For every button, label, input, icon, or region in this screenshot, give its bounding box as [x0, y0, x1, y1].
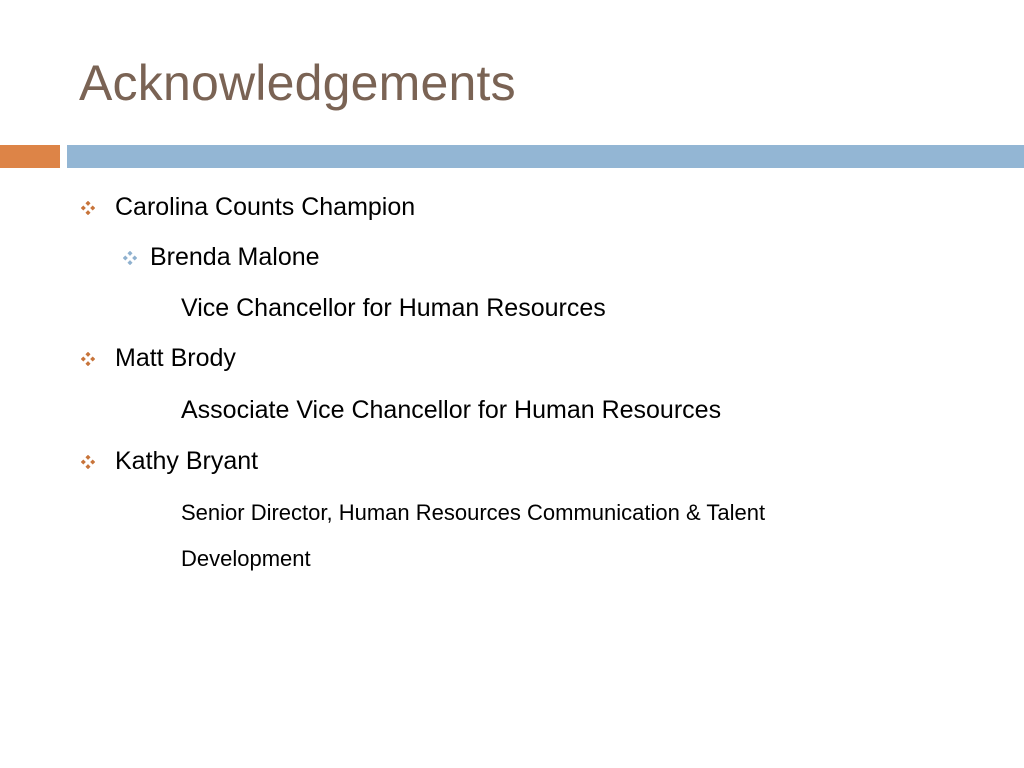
- bullet-text-level1: Kathy Bryant: [115, 447, 259, 475]
- diamond-bullet-icon: [81, 352, 95, 366]
- bullet-text-level3: Senior Director, Human Resources Communication & Talent: [181, 500, 766, 525]
- bullet-text-level1: Matt Brody: [115, 344, 236, 372]
- diamond-bullet-icon: [81, 455, 95, 469]
- bullet-text-level3: Development: [181, 546, 311, 571]
- accent-bar-blue: [67, 145, 1024, 168]
- diamond-bullet-icon-svg: [123, 251, 137, 265]
- bullet-text-level1: Carolina Counts Champion: [115, 193, 416, 221]
- slide-title: Acknowledgements: [79, 55, 516, 111]
- bullet-text-level3: Vice Chancellor for Human Resources: [181, 294, 606, 322]
- bullet-text-level2: Brenda Malone: [150, 243, 320, 271]
- accent-bar-orange: [0, 145, 60, 168]
- bullet-text-level3: Associate Vice Chancellor for Human Resources: [181, 396, 722, 424]
- diamond-bullet-icon: [81, 201, 95, 215]
- diamond-bullet-icon-svg: [81, 201, 95, 215]
- diamond-bullet-icon-svg: [81, 455, 95, 469]
- diamond-bullet-icon-svg: [81, 352, 95, 366]
- diamond-bullet-icon: [123, 251, 137, 265]
